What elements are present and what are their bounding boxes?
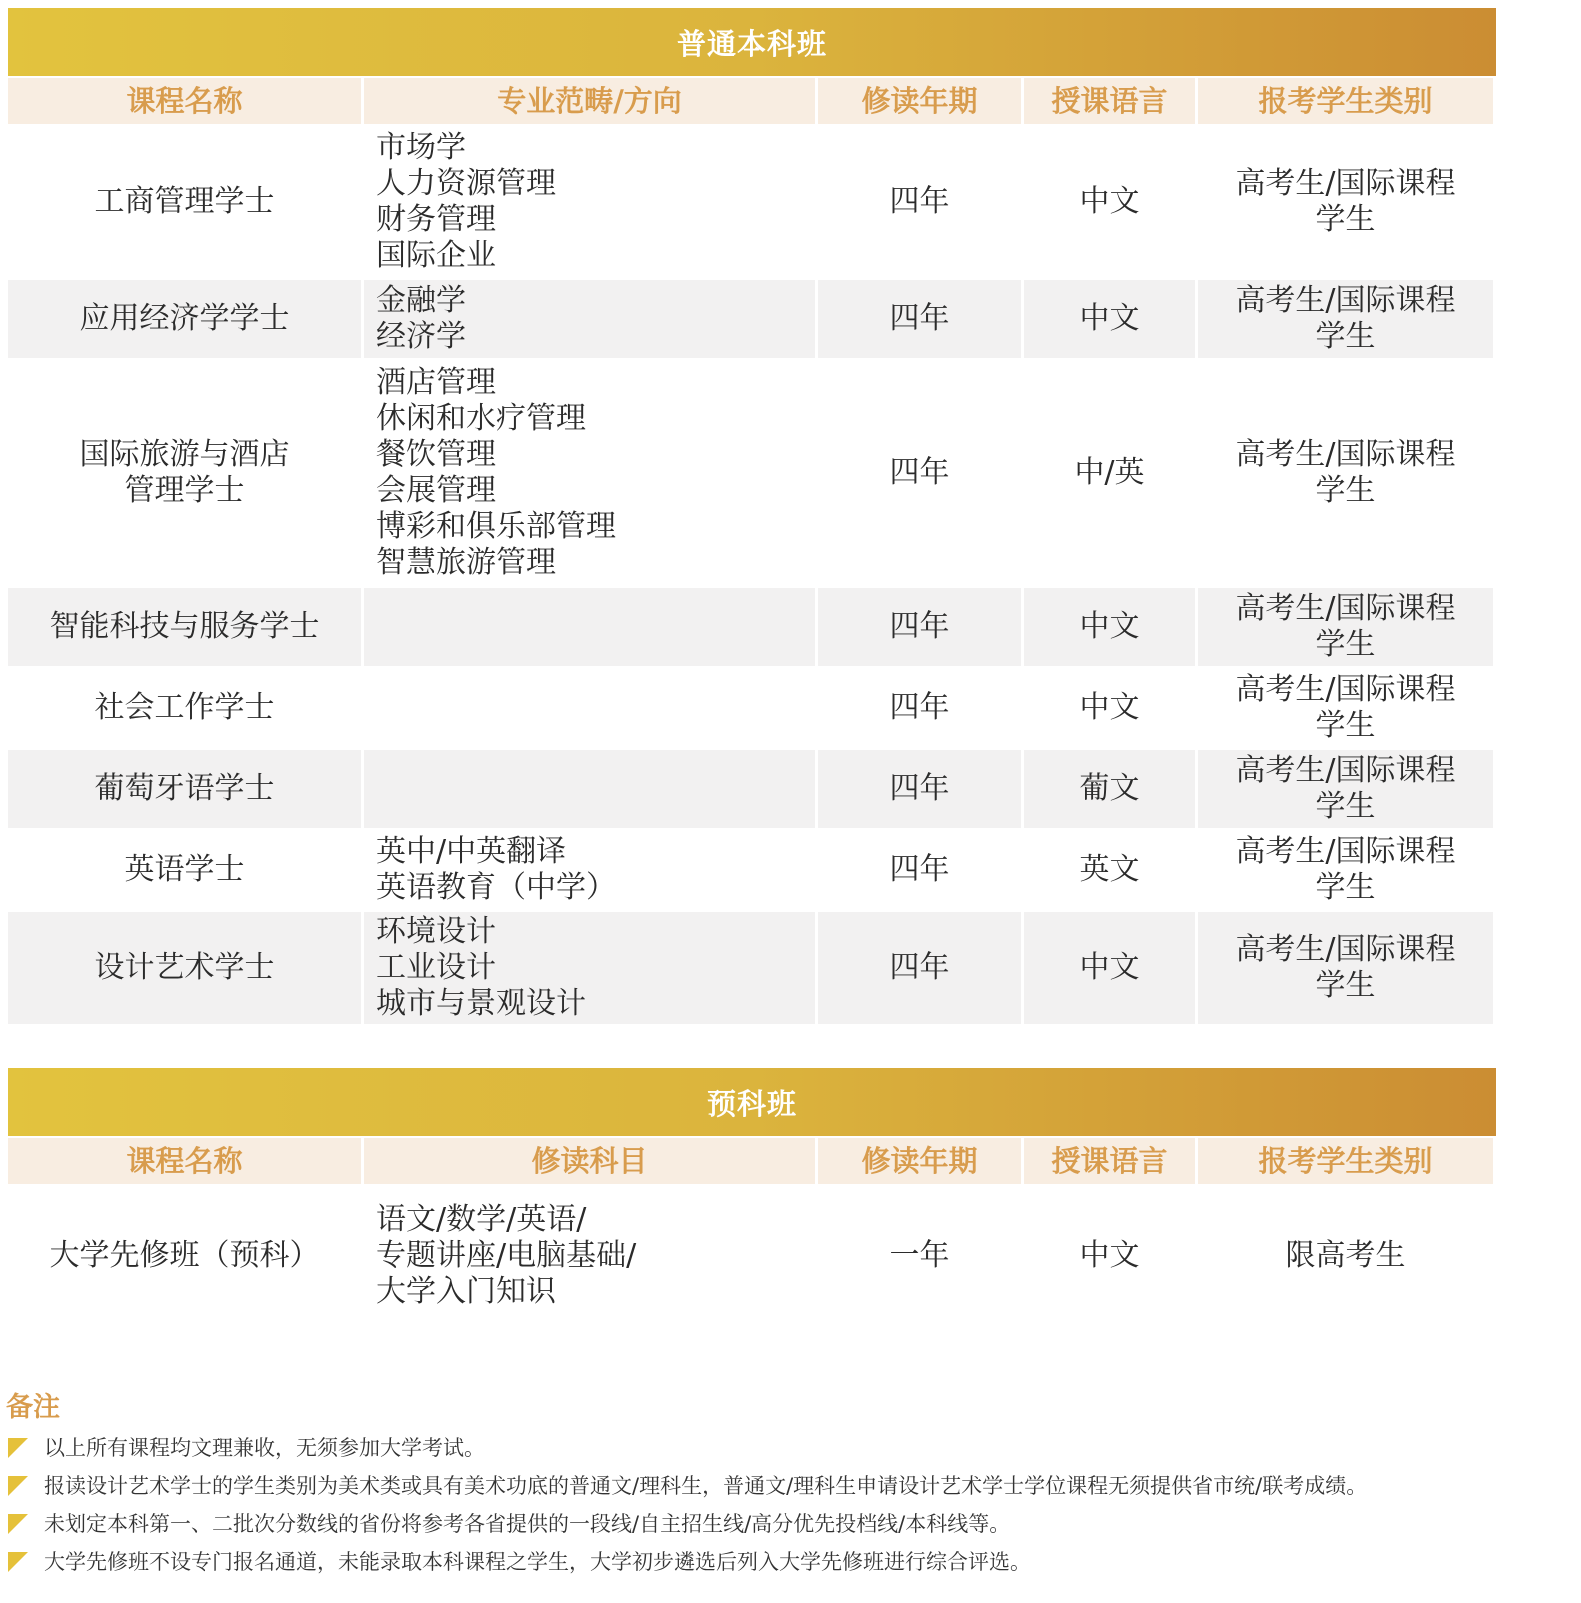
note-item <box>6 1542 1566 1580</box>
student-type-cell <box>1198 830 1493 910</box>
years-cell: 四年 <box>818 126 1021 278</box>
note-item <box>6 1428 1566 1466</box>
language-cell: 中文 <box>1024 126 1195 278</box>
years-cell: 四年 <box>818 588 1021 666</box>
cell-lines <box>125 852 245 888</box>
cell-lines <box>1235 834 1455 906</box>
years-cell: 四年 <box>818 750 1021 828</box>
cell-line: 管理学士 <box>124 473 245 508</box>
cell-line: 智能科技与服务学士 <box>49 609 320 644</box>
header-row <box>8 78 1496 124</box>
language-cell: 英文 <box>1024 830 1195 910</box>
cell-line: 设计艺术学士 <box>94 950 275 985</box>
cell-line: 工商管理学士 <box>94 184 275 219</box>
course-name-cell <box>8 830 361 910</box>
header-cell: 课程名称 <box>8 1138 361 1184</box>
header-cell: 修读年期 <box>818 78 1021 124</box>
note-item <box>6 1504 1566 1542</box>
header-cell: 修读科目 <box>364 1138 815 1184</box>
table-banner-title: 预科班 <box>8 1068 1496 1136</box>
years-cell: 四年 <box>818 360 1021 586</box>
cell-line: 金融学 <box>376 283 466 318</box>
course-name-cell <box>8 588 361 666</box>
student-type-cell <box>1198 126 1493 278</box>
cell-line: 社会工作学士 <box>94 690 275 725</box>
cell-line: 学生 <box>1315 789 1376 824</box>
cell-lines <box>95 950 275 986</box>
cell-line: 应用经济学学士 <box>79 301 290 336</box>
cell-line: 限高考生 <box>1285 1238 1406 1273</box>
course-name-cell <box>8 1186 361 1326</box>
note-text: 以上所有课程均文理兼收，无须参加大学考试。 <box>44 1436 485 1460</box>
table-row <box>8 830 1496 910</box>
cell-line: 高考生/国际课程 <box>1235 591 1456 626</box>
notes-title: 备注 <box>6 1392 60 1423</box>
cell-line: 财务管理 <box>376 202 496 237</box>
cell-lines <box>1286 1238 1406 1274</box>
cell-line: 学生 <box>1315 968 1376 1003</box>
table-row <box>8 750 1496 828</box>
years-cell: 四年 <box>818 830 1021 910</box>
cell-line: 学生 <box>1315 473 1376 508</box>
triangle-bullet-icon <box>6 1435 30 1459</box>
table-row <box>8 912 1496 1024</box>
table-row <box>8 588 1496 666</box>
cell-lines <box>95 184 275 220</box>
student-type-cell <box>1198 1186 1493 1326</box>
student-type-cell <box>1198 912 1493 1024</box>
cell-line: 英语教育（中学） <box>376 870 616 905</box>
header-cell: 授课语言 <box>1024 78 1195 124</box>
majors-cell <box>364 750 815 828</box>
cell-lines <box>80 437 290 509</box>
cell-line: 学生 <box>1315 708 1376 743</box>
cell-lines <box>80 301 290 337</box>
header-cell: 修读年期 <box>818 1138 1021 1184</box>
cell-line: 高考生/国际课程 <box>1235 753 1456 788</box>
note-text: 未划定本科第一、二批次分数线的省份将参考各省提供的一段线/自主招生线/高分优先投档线/本科线等。 <box>44 1512 1011 1536</box>
triangle-bullet-icon <box>6 1473 30 1497</box>
course-name-cell <box>8 668 361 748</box>
header-cell: 报考学生类别 <box>1198 78 1493 124</box>
course-name-cell <box>8 912 361 1024</box>
header-cell: 课程名称 <box>8 78 361 124</box>
cell-line: 大学入门知识 <box>376 1274 556 1309</box>
cell-lines <box>1235 437 1455 509</box>
cell-line: 智慧旅游管理 <box>376 545 556 580</box>
cell-line: 葡萄牙语学士 <box>94 771 275 806</box>
course-name-cell <box>8 750 361 828</box>
cell-line: 城市与景观设计 <box>376 986 586 1021</box>
majors-cell <box>364 912 815 1024</box>
student-type-cell <box>1198 750 1493 828</box>
cell-line: 高考生/国际课程 <box>1235 166 1456 201</box>
cell-line: 高考生/国际课程 <box>1235 437 1456 472</box>
cell-lines <box>1235 283 1455 355</box>
cell-line: 人力资源管理 <box>376 166 556 201</box>
majors-cell <box>364 588 815 666</box>
cell-line: 休闲和水疗管理 <box>376 401 586 436</box>
cell-line: 市场学 <box>376 130 466 165</box>
majors-cell <box>364 830 815 910</box>
majors-cell <box>364 1186 815 1326</box>
course-name-cell <box>8 280 361 358</box>
table-row <box>8 280 1496 358</box>
cell-line: 学生 <box>1315 319 1376 354</box>
cell-lines <box>1235 753 1455 825</box>
course-name-cell <box>8 360 361 586</box>
cell-line: 高考生/国际课程 <box>1235 283 1456 318</box>
student-type-cell <box>1198 588 1493 666</box>
table-row <box>8 360 1496 586</box>
cell-line: 英语学士 <box>124 852 245 887</box>
cell-line: 专题讲座/电脑基础/ <box>376 1238 637 1273</box>
cell-lines <box>376 130 556 274</box>
note-item <box>6 1466 1566 1504</box>
language-cell: 中文 <box>1024 912 1195 1024</box>
cell-line: 餐饮管理 <box>376 437 496 472</box>
cell-line: 学生 <box>1315 202 1376 237</box>
cell-line: 经济学 <box>376 319 466 354</box>
cell-line: 工业设计 <box>376 950 496 985</box>
header-cell: 报考学生类别 <box>1198 1138 1493 1184</box>
cell-line: 高考生/国际课程 <box>1235 834 1456 869</box>
header-cell: 授课语言 <box>1024 1138 1195 1184</box>
foundation-table <box>8 1068 1496 1326</box>
notes-list <box>6 1428 1566 1580</box>
cell-line: 博彩和俱乐部管理 <box>376 509 616 544</box>
majors-cell <box>364 668 815 748</box>
student-type-cell <box>1198 668 1493 748</box>
cell-line: 大学先修班（预科） <box>49 1238 320 1273</box>
cell-line: 高考生/国际课程 <box>1235 932 1456 967</box>
course-name-cell <box>8 126 361 278</box>
majors-cell <box>364 280 815 358</box>
cell-line: 学生 <box>1315 627 1376 662</box>
language-cell: 中文 <box>1024 280 1195 358</box>
undergrad-table <box>8 8 1496 1024</box>
cell-lines <box>376 283 466 355</box>
cell-line: 会展管理 <box>376 473 496 508</box>
note-text: 大学先修班不设专门报名通道，未能录取本科课程之学生，大学初步遴选后列入大学先修班进行综合评选。 <box>44 1550 1031 1574</box>
cell-lines <box>95 690 275 726</box>
cell-line: 高考生/国际课程 <box>1235 672 1456 707</box>
cell-lines <box>1235 672 1455 744</box>
student-type-cell <box>1198 280 1493 358</box>
years-cell: 四年 <box>818 668 1021 748</box>
language-cell: 中文 <box>1024 668 1195 748</box>
cell-line: 学生 <box>1315 870 1376 905</box>
cell-line: 环境设计 <box>376 914 496 949</box>
language-cell: 中文 <box>1024 1186 1195 1326</box>
cell-lines <box>50 609 320 645</box>
cell-line: 英中/中英翻译 <box>376 834 567 869</box>
cell-lines <box>95 771 275 807</box>
header-cell: 专业范畴/方向 <box>364 78 815 124</box>
header-row <box>8 1138 1496 1184</box>
table-row <box>8 668 1496 748</box>
cell-line: 酒店管理 <box>376 365 496 400</box>
majors-cell <box>364 360 815 586</box>
triangle-bullet-icon <box>6 1511 30 1535</box>
cell-lines <box>376 365 616 581</box>
table-row <box>8 126 1496 278</box>
table-row <box>8 1186 1496 1326</box>
years-cell: 四年 <box>818 912 1021 1024</box>
table-banner-title: 普通本科班 <box>8 8 1496 76</box>
student-type-cell <box>1198 360 1493 586</box>
years-cell: 四年 <box>818 280 1021 358</box>
cell-lines <box>50 1238 320 1274</box>
cell-lines <box>1235 591 1455 663</box>
cell-lines <box>376 914 586 1022</box>
cell-line: 国际旅游与酒店 <box>79 437 290 472</box>
notes-section <box>6 1392 1566 1580</box>
cell-lines <box>376 1202 636 1310</box>
cell-lines <box>1235 166 1455 238</box>
cell-line: 语文/数学/英语/ <box>376 1202 587 1237</box>
cell-line: 国际企业 <box>376 238 496 273</box>
language-cell: 中/英 <box>1024 360 1195 586</box>
language-cell: 中文 <box>1024 588 1195 666</box>
language-cell: 葡文 <box>1024 750 1195 828</box>
years-cell: 一年 <box>818 1186 1021 1326</box>
triangle-bullet-icon <box>6 1549 30 1573</box>
cell-lines <box>1235 932 1455 1004</box>
majors-cell <box>364 126 815 278</box>
note-text: 报读设计艺术学士的学生类别为美术类或具有美术功底的普通文/理科生，普通文/理科生申请设计艺术学士学位课程无须提供省市统/联考成绩。 <box>44 1474 1368 1498</box>
cell-lines <box>376 834 616 906</box>
